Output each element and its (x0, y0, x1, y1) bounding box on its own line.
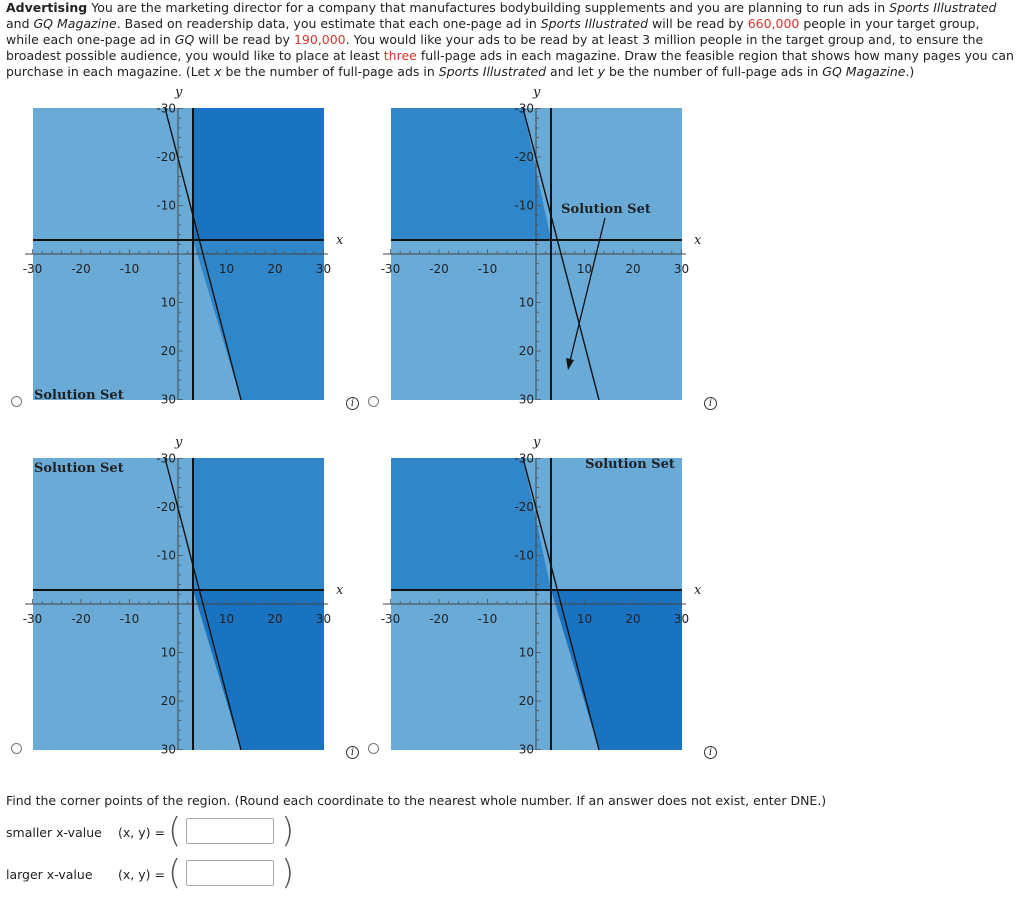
answer-input-smaller[interactable] (186, 818, 274, 844)
y-tick-label: -20 (156, 150, 176, 164)
x-tick-label: 20 (267, 612, 283, 626)
y-tick-label: 10 (160, 295, 176, 310)
x-axis-label: x (336, 233, 344, 248)
x-tick-label: 30 (315, 262, 332, 276)
y-tick-label: -10 (514, 548, 534, 563)
radio-option-1[interactable] (11, 396, 22, 407)
value-three: three (383, 48, 417, 63)
problem-text: be the number of full-page ads in (605, 64, 823, 79)
x-tick-label: -10 (477, 612, 498, 626)
y-axis-label: y (175, 435, 183, 450)
problem-text: Sports Illustrated (438, 64, 547, 79)
problem-text: people in your target group, while each one-page ad in (6, 16, 980, 47)
close-paren-1: ) (281, 811, 295, 851)
y-tick-label: 30 (160, 742, 176, 757)
region-upper-right (193, 108, 324, 240)
x-tick-label: -30 (22, 262, 43, 276)
info-icon-3[interactable]: i (346, 746, 359, 759)
region-left-of-line (33, 458, 193, 590)
x-tick-label: -30 (380, 262, 401, 276)
solution-set-label-1: Solution Set (34, 388, 124, 403)
problem-text: will be read by (194, 32, 294, 47)
problem-text: .) (905, 64, 915, 79)
x-tick-label: -10 (477, 262, 498, 276)
radio-option-3[interactable] (11, 743, 22, 754)
x-tick-label: -20 (429, 262, 449, 276)
problem-text: y (597, 64, 605, 79)
graph-option-1 (0, 85, 345, 405)
problem-text: and (6, 16, 34, 31)
problem-text: full-page ads in each magazine. Draw the feasible region that shows how many pages you can purchase in each magazine. (Let (6, 48, 1014, 79)
problem-text: . Based on readership data, you estimate that each one-page ad in (116, 16, 541, 31)
y-tick-label: -20 (156, 500, 176, 514)
y-tick-label: -10 (514, 198, 534, 213)
radio-option-4[interactable] (368, 743, 379, 754)
x-tick-label: 30 (673, 612, 690, 626)
y-tick-label: -10 (156, 548, 176, 563)
y-tick-label: 10 (518, 295, 534, 310)
x-tick-label: 10 (576, 612, 593, 626)
graph-option-3 (0, 435, 345, 755)
y-tick-label: -30 (514, 451, 534, 466)
xy-label-1: (x, y) = (118, 825, 165, 840)
x-tick-label: 20 (267, 262, 283, 276)
open-paren-1: ( (168, 811, 182, 851)
graph-option-2 (358, 85, 703, 405)
x-tick-label: -30 (380, 612, 401, 626)
y-tick-label: 30 (518, 742, 534, 757)
y-tick-label: -20 (514, 500, 534, 514)
y-axis-label: y (533, 85, 541, 100)
x-axis-label: x (336, 583, 344, 598)
y-axis-label: y (533, 435, 541, 450)
problem-title: Advertising (6, 0, 88, 15)
y-tick-label: -30 (156, 451, 176, 466)
problem-text: Sports Illustrated (540, 16, 649, 31)
y-tick-label: -20 (514, 150, 534, 164)
value-190000: 190,000 (293, 32, 346, 47)
xy-label-2: (x, y) = (118, 867, 165, 882)
y-axis-label: y (175, 85, 183, 100)
y-tick-label: 20 (518, 344, 534, 358)
y-tick-label: 30 (518, 392, 534, 407)
graph-option-4 (358, 435, 703, 755)
y-tick-label: 20 (160, 694, 176, 708)
x-tick-label: -10 (119, 262, 140, 276)
x-tick-label: 10 (218, 262, 235, 276)
problem-statement (6, 0, 1014, 80)
x-tick-label: 20 (625, 262, 641, 276)
x-tick-label: 10 (218, 612, 235, 626)
x-tick-label: 30 (315, 612, 332, 626)
info-icon-4[interactable]: i (704, 746, 717, 759)
problem-text: will be read by (648, 16, 748, 31)
region-left-of-line (391, 458, 551, 590)
solution-set-label: Solution Set (585, 457, 675, 472)
x-tick-label: -30 (22, 612, 43, 626)
problem-text: Sports Illustrated (889, 0, 997, 15)
region-upper-right (551, 108, 682, 240)
region-upper-right (193, 458, 324, 590)
close-paren-2: ) (281, 853, 295, 893)
problem-text: You are the marketing director for a company that manufactures bodybuilding supplements and you are planning to run ads in (87, 0, 890, 15)
x-tick-label: -20 (71, 262, 91, 276)
answer-input-larger[interactable] (186, 860, 274, 886)
problem-text: GQ Magazine (33, 16, 117, 31)
region-upper-right (551, 458, 682, 590)
y-tick-label: -10 (156, 198, 176, 213)
x-tick-label: -20 (429, 612, 449, 626)
radio-option-2[interactable] (368, 396, 379, 407)
x-axis-label: x (694, 583, 702, 598)
x-tick-label: -20 (71, 612, 91, 626)
x-axis-label: x (694, 233, 702, 248)
y-tick-label: 20 (518, 694, 534, 708)
question-text: Find the corner points of the region. (Round each coordinate to the nearest whole number. If an answer does not exist, enter DNE.) (6, 793, 827, 808)
x-tick-label: -10 (119, 612, 140, 626)
row-label-smaller: smaller x-value (6, 825, 102, 840)
x-tick-label: 20 (625, 612, 641, 626)
region-left-of-line (391, 108, 551, 240)
region-left-of-line (33, 108, 193, 240)
open-paren-2: ( (168, 853, 182, 893)
y-tick-label: -30 (514, 101, 534, 116)
problem-text: be the number of full-page ads in (221, 64, 439, 79)
problem-text: . You would like your ads to be read by at least 3 million people in the target group and, to ensure the broadest possible audience, you would like to place at least (6, 32, 984, 63)
value-660000: 660,000 (747, 16, 800, 31)
solution-set-label-3: Solution Set (34, 461, 124, 476)
y-tick-label: -30 (156, 101, 176, 116)
y-tick-label: 30 (160, 392, 176, 407)
info-icon-2[interactable]: i (704, 397, 717, 410)
problem-text: GQ (174, 32, 195, 47)
problem-text: GQ Magazine (822, 64, 906, 79)
y-tick-label: 10 (160, 645, 176, 660)
row-label-larger: larger x-value (6, 867, 93, 882)
info-icon-1[interactable]: i (346, 397, 359, 410)
x-tick-label: 30 (673, 262, 690, 276)
problem-text: x (214, 64, 222, 79)
solution-set-label: Solution Set (561, 202, 651, 217)
problem-text: and let (546, 64, 598, 79)
x-tick-label: 10 (576, 262, 593, 276)
y-tick-label: 20 (160, 344, 176, 358)
y-tick-label: 10 (518, 645, 534, 660)
